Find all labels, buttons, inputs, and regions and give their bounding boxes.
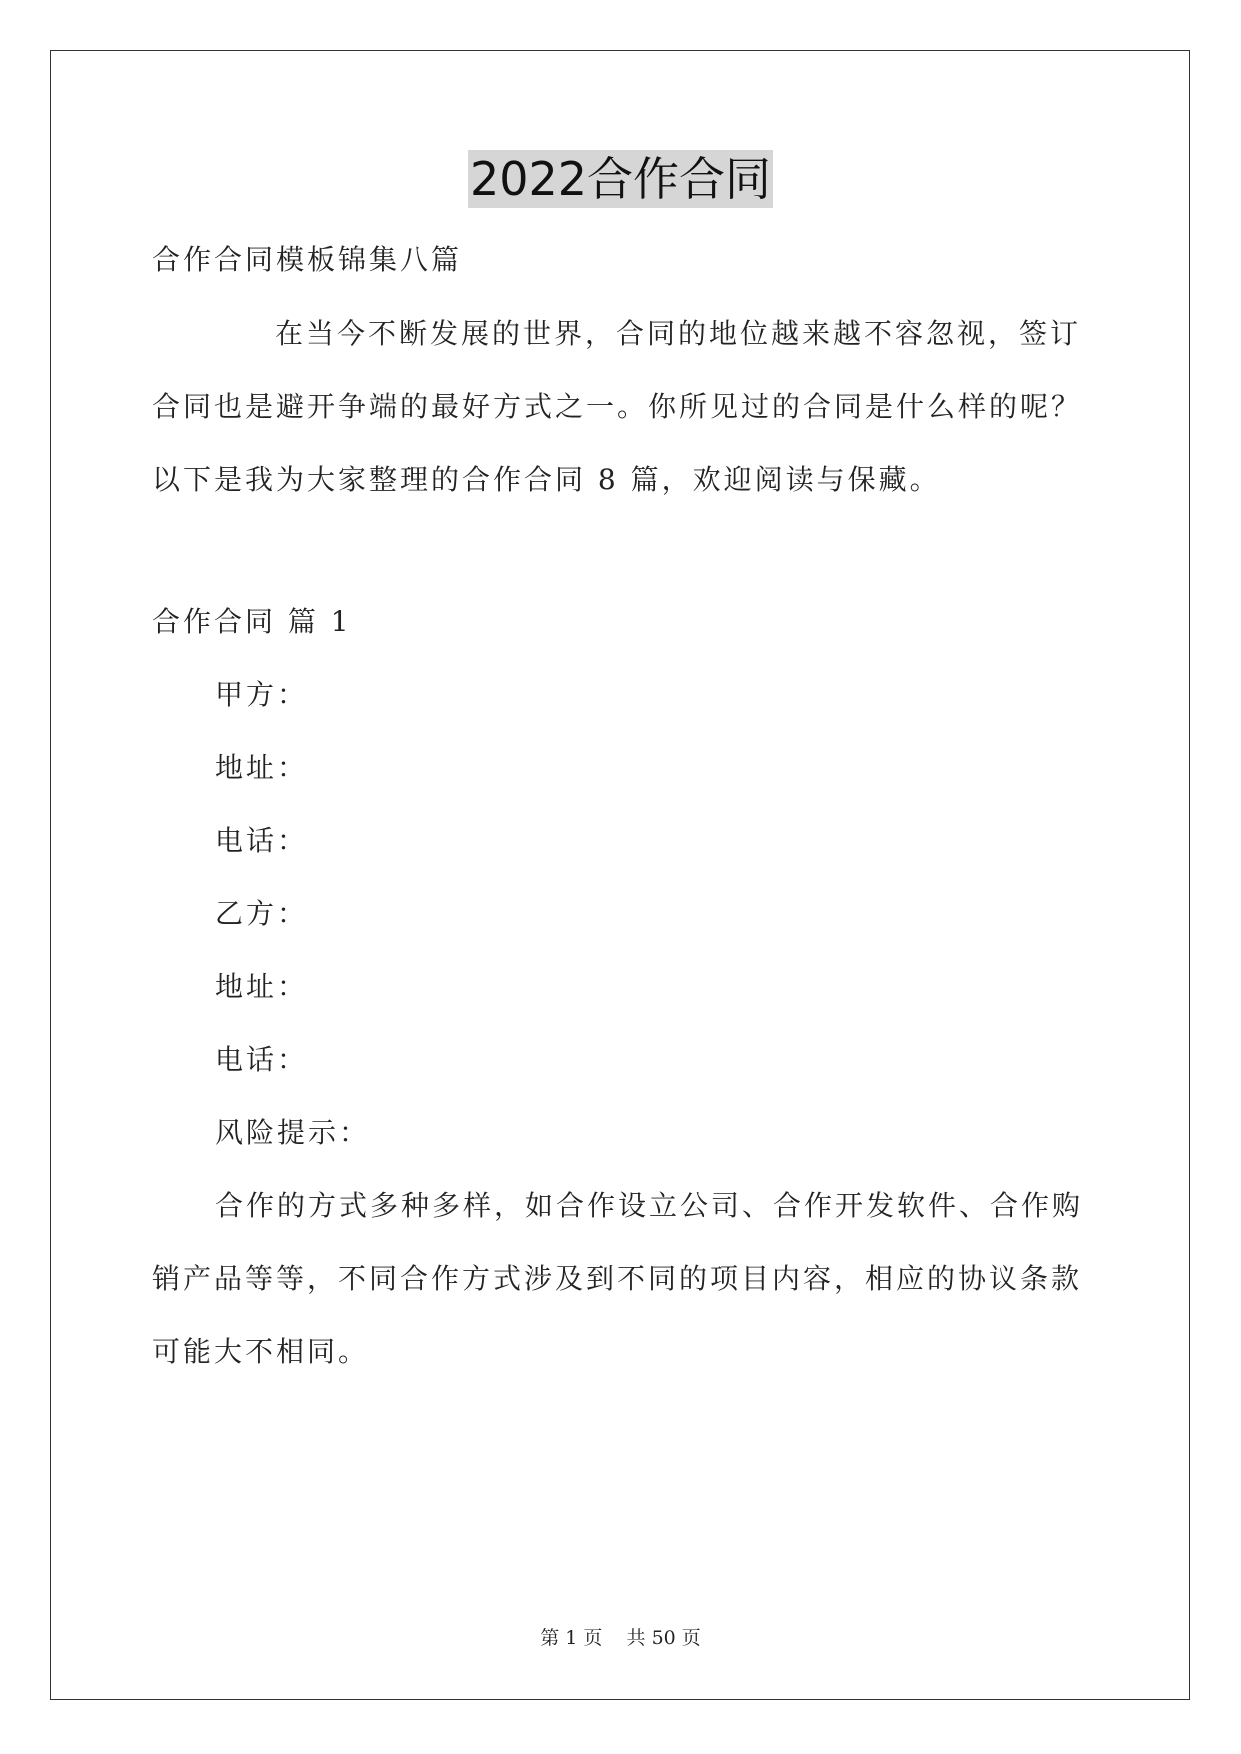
field-phone-a: 电话： bbox=[215, 824, 309, 857]
intro-line-3: 以下是我为大家整理的合作合同 8 篇，欢迎阅读与保藏。 bbox=[152, 463, 941, 496]
intro-line-2: 合同也是避开争端的最好方式之一。你所见过的合同是什么样的呢？ bbox=[152, 390, 1083, 423]
risk-body-line-1: 合作的方式多种多样，如合作设立公司、合作开发软件、合作购 bbox=[215, 1189, 1084, 1222]
page-footer bbox=[0, 1626, 1241, 1650]
page-total: 共 50 页 bbox=[626, 1627, 701, 1649]
page-number: 第 1 页 bbox=[540, 1627, 603, 1649]
document-title: 2022合作合同 bbox=[469, 152, 772, 206]
page-border bbox=[50, 50, 1190, 1700]
document-subtitle: 合作合同模板锦集八篇 bbox=[152, 243, 463, 276]
field-address-b: 地址： bbox=[215, 970, 309, 1003]
field-phone-b: 电话： bbox=[215, 1043, 309, 1076]
field-party-b: 乙方： bbox=[215, 897, 309, 930]
risk-body-line-3: 可能大不相同。 bbox=[152, 1335, 370, 1368]
title-wrap bbox=[0, 150, 1241, 208]
field-party-a: 甲方： bbox=[215, 678, 309, 711]
risk-body-line-2: 销产品等等，不同合作方式涉及到不同的项目内容，相应的协议条款 bbox=[152, 1262, 1083, 1295]
field-address-a: 地址： bbox=[215, 751, 309, 784]
section-heading: 合作合同 篇 1 bbox=[152, 605, 352, 638]
risk-heading: 风险提示： bbox=[215, 1116, 371, 1149]
intro-line-1: 在当今不断发展的世界，合同的地位越来越不容忽视，签订 bbox=[275, 317, 1082, 350]
